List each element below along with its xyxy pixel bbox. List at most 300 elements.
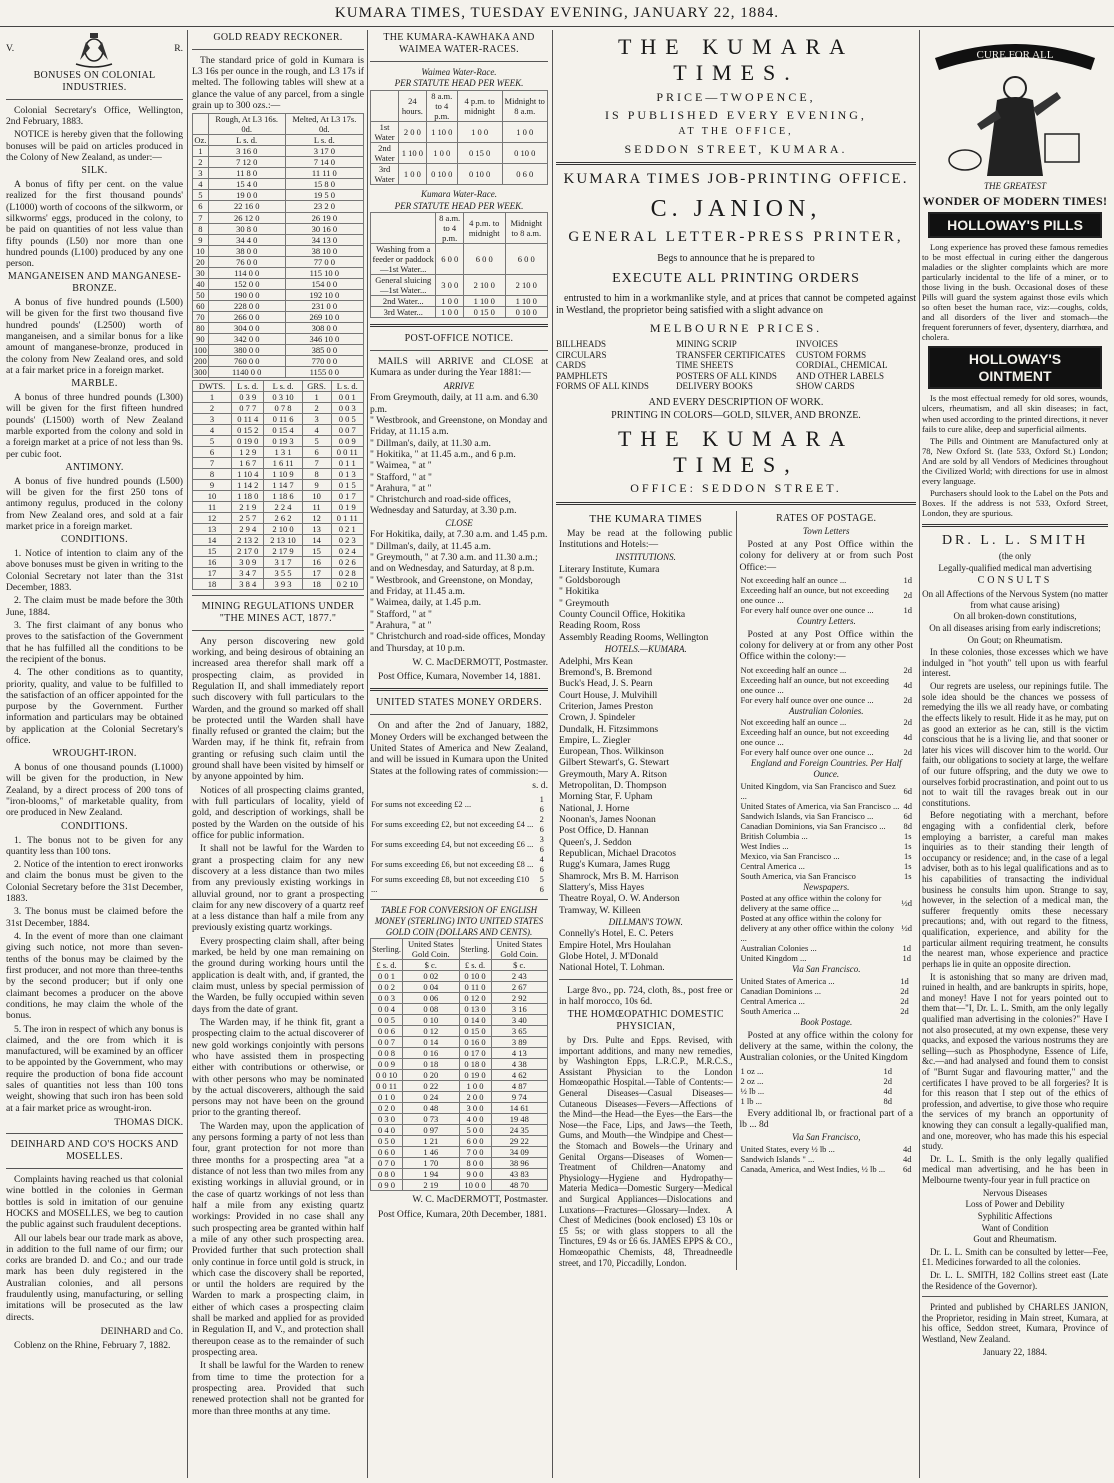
table-row — [193, 457, 364, 468]
hotels-list — [559, 656, 733, 916]
table-row — [371, 1070, 548, 1081]
col-header: L s. d. — [331, 380, 363, 391]
table-cell: 269 10 0 — [285, 311, 363, 322]
close-item: " Greymouth, " at 7.30 a.m. and 11.30 a.m.; and on Wednesday, and Saturday, at 8 p.m. — [370, 552, 538, 575]
country-intro: Posted at any Post Office within the colony for delivery at or from any other Post Office within the colony:— — [739, 628, 913, 663]
table-cell: 2 oz ... — [740, 1075, 764, 1086]
table-row — [193, 355, 364, 366]
table-row — [193, 402, 364, 413]
table-cell: 4 87 — [491, 1081, 547, 1092]
col-header: Melted, At L3 17s. 0d. — [285, 114, 363, 135]
table-cell: Canada, America, and West Indies, ½ lb ... — [740, 1163, 886, 1174]
table-row — [193, 157, 364, 168]
table-row — [740, 1164, 914, 1174]
col-header — [371, 213, 436, 244]
commission-rates — [370, 794, 548, 894]
table-cell: 0 10 — [403, 1015, 459, 1026]
money-orders-paragraph: On and after the 2nd of January, 1882, Money Orders will be exchanged between the United States of America and New Zealand, and will be issued in Kumara upon the United States at the following rates of commission:— — [370, 720, 548, 777]
table-cell: 2 0 0 — [459, 1092, 491, 1103]
postmaster-signature: W. C. MacDERMOTT, Postmaster. — [412, 1194, 548, 1206]
table-row — [740, 747, 914, 757]
hotel-item: Crown, J. Spindeler — [559, 712, 636, 724]
news-rates — [740, 893, 914, 963]
table-row — [371, 1136, 548, 1147]
table-row — [193, 344, 364, 355]
silk-heading: SILK. — [81, 165, 108, 177]
table-cell: 7 0 0 — [459, 1147, 491, 1158]
table-cell: 2d — [903, 589, 912, 600]
price-line: PRICE—TWOPENCE, — [656, 89, 816, 104]
table-cell: 0 0 7 — [371, 1037, 403, 1048]
col-header: DWTS. — [193, 380, 232, 391]
table-row — [371, 1125, 548, 1136]
table-row — [193, 435, 364, 446]
printing-items — [556, 339, 916, 392]
mining-paragraph: Any person discovering new gold working, and being desirous of obtaining an increased area therefor shall mark off a prospecting claim, as provided in Regulation II, and shall immediately report such discovery with full particulars to the Warden, and the ground so marked off shall be protected until the Warden shall have finally refused or granted the claim; but the Warden may, if he think fit, refrain from granting or refusing such claim until the ground shall have been visited by himself or by anyone appointed by him. — [192, 635, 364, 783]
hotel-item: Criterion, James Preston — [559, 700, 654, 712]
table-row — [193, 413, 364, 424]
table-cell: 190 0 0 — [208, 289, 285, 300]
book-rates — [740, 1066, 914, 1106]
table-row — [193, 267, 364, 278]
royal-arms-icon — [70, 30, 118, 68]
table-cell: 11 — [302, 501, 331, 512]
table-cell: 0 20 — [403, 1070, 459, 1081]
table-cell: 0 0 5 — [331, 413, 363, 424]
table-cell: 0 13 0 — [459, 1004, 491, 1015]
table-cell: Sandwich Islands, via San Francisco ... — [740, 810, 874, 821]
table-cell: 1 6 — [539, 794, 544, 815]
table-cell: 0 12 0 — [459, 993, 491, 1004]
table-cell: 1 0 0 — [426, 142, 457, 163]
table-row — [740, 1144, 914, 1154]
wonder-line: WONDER OF MODERN TIMES! — [922, 193, 1108, 208]
table-cell: 4 62 — [491, 1070, 547, 1081]
table-cell: 1 0 0 — [457, 121, 502, 142]
table-cell: For sums not exceeding £2 ... — [371, 799, 472, 810]
table-cell: 4d — [902, 1153, 912, 1164]
hotel-item: Empire, L. Ziegler — [559, 734, 631, 746]
table-cell: 2 5 7 — [232, 512, 264, 523]
money-orders-heading: UNITED STATES MONEY ORDERS. — [376, 697, 542, 709]
table-cell: 0 14 0 — [459, 1015, 491, 1026]
condition-item: 2. Notice of the intention to erect ironworks and claim the bonus must be given to the Colonial Secretary before the 31st December, 1883. — [6, 859, 183, 905]
table-cell: British Columbia ... — [740, 830, 808, 841]
table-cell: 1 10 9 — [264, 468, 302, 479]
table-cell: 1 10 0 — [505, 296, 547, 307]
street-line: SEDDON STREET, KUMARA. — [624, 142, 848, 157]
table-cell: 0 19 0 — [232, 435, 264, 446]
col-header: 8 a.m. to 4 p.m. — [426, 90, 457, 121]
table-cell: 3 0 0 — [436, 275, 463, 296]
table-cell: For every half ounce over one ounce ... — [740, 605, 874, 616]
table-cell: 4 0 0 — [459, 1114, 491, 1125]
condition-item: 1. The bonus not to be given for any quantity less than 100 tons. — [6, 834, 183, 857]
consult-item: On Gout; on Rheumatism. — [967, 634, 1063, 645]
table-cell: 0 0 8 — [371, 1048, 403, 1059]
consults-heading: CONSULTS — [977, 575, 1053, 587]
table-cell: Exceeding half an ounce, but not exceeding one ounce ... — [740, 674, 889, 695]
table-cell: 1 10 0 — [463, 296, 505, 307]
table-row — [193, 556, 364, 567]
arrive-item: " Stafford, " at " — [370, 471, 432, 483]
pills-paragraph: Long experience has proved these famous remedies to be most effectual in curing either the dangerous maladies or the slighter complaints which are more particularly incidental to the life of a miner, or to those living in the bush. Occasional doses of these Pills will guard the system against those evils which so often beset the human race, viz:—coughs, colds, and all disorders of the liver and stomach—the frequent forerunners of fever, dysentery, diarrhœa, and cholera. — [922, 242, 1108, 343]
table-cell: 192 10 0 — [285, 289, 363, 300]
table-cell: 1 18 0 — [232, 490, 264, 501]
column-rule — [552, 30, 553, 1478]
table-cell: Washing from a feeder or paddock—1st Water... — [371, 244, 436, 275]
table-cell: 38 10 0 — [285, 245, 363, 256]
notice-paragraph: NOTICE is hereby given that the following bonuses will be paid on articles produced in the Colony of New Zealand, as under:— — [6, 129, 183, 163]
institution-item: County Council Office, Hokitika — [559, 609, 686, 621]
divider — [922, 1296, 1108, 1297]
table-cell: 8 — [193, 223, 209, 234]
institution-item: " Greymouth — [559, 597, 610, 609]
dillman-list — [559, 928, 733, 973]
table-cell: 0 1 9 — [331, 501, 363, 512]
table-cell: For sums exceeding £8, but not exceeding £10 ... — [371, 874, 530, 895]
condition-item: 5. The iron in respect of which any bonus is claimed, and the ore from which it is manufactured, will be examined by an officer to be appointed by the Government, who may require the production of bona fide account sales of quantities not less than 100 tons weight, showing that such iron has been sold at a fair market price as wrought-iron. — [6, 1023, 183, 1114]
condition-item: 3. The first claimant of any bonus who proves to the satisfaction of the Government that he has fulfilled all the conditions to be the recipient of the bonus. — [6, 619, 183, 665]
table-row — [740, 575, 914, 585]
table-cell: 1 lb ... — [740, 1095, 762, 1106]
divider — [6, 99, 183, 100]
paper-title-2: THE KUMARA TIMES, — [617, 425, 855, 477]
waimea-table — [370, 90, 548, 185]
table-row — [370, 854, 548, 874]
hotel-item: Republican, Michael Dracotos — [559, 847, 676, 859]
kumara-water-rows — [371, 244, 548, 318]
table-cell: 30 — [193, 267, 209, 278]
table-row — [371, 993, 548, 1004]
conversion-rows — [371, 971, 548, 1191]
table-cell: 2 6 2 — [264, 512, 302, 523]
table-cell: 14 61 — [491, 1103, 547, 1114]
table-cell: 6 0 0 — [463, 244, 505, 275]
royal-seal-row — [6, 30, 183, 68]
table-cell: 1 10 4 — [232, 468, 264, 479]
table-row — [740, 1066, 914, 1076]
table-cell: 0 1 0 — [371, 1092, 403, 1103]
hotel-item: Theatre Royal, O. W. Anderson — [559, 893, 680, 905]
masthead: KUMARA TIMES, TUESDAY EVENING, JANUARY 22, 1884. — [0, 0, 1114, 27]
table-cell: 12 — [302, 512, 331, 523]
table-cell: 48 70 — [491, 1180, 547, 1191]
divider — [922, 524, 1108, 527]
table-row — [740, 976, 914, 986]
table-cell: 1s — [903, 870, 912, 881]
table-cell: 3 6 — [539, 834, 544, 855]
table-row — [371, 1147, 548, 1158]
table-cell: 2d — [903, 717, 912, 728]
printing-item: MINING SCRIP — [676, 338, 737, 349]
table-cell: ½ lb ... — [740, 1085, 765, 1096]
table-cell: 6 — [193, 201, 209, 212]
mining-regulations-heading: MINING REGULATIONS UNDER "THE MINES ACT, 1877." — [201, 601, 355, 624]
table-cell: 6 0 0 — [436, 244, 463, 275]
table-cell: 76 0 0 — [208, 256, 285, 267]
table-cell: 0 3 0 — [371, 1114, 403, 1125]
table-cell: 2 — [302, 402, 331, 413]
table-cell: 0 1 1 — [331, 457, 363, 468]
marble-paragraph: A bonus of three hundred pounds (L300) will be given for the first fifteen hundred pounds' (L1500) worth of New Zealand marble exported from the colony and sold in a foreign market at a price of not less than 9s. per cubic foot. — [6, 392, 183, 460]
waimea-heading: Waimea Water-Race. — [421, 66, 497, 77]
table-cell: 0 3 10 — [264, 391, 302, 402]
table-row — [371, 1026, 548, 1037]
hygeia-figure-icon — [925, 30, 1105, 180]
gold-intro: The standard price of gold in Kumara is L3 16s per ounce in the rough, and L3 17s if melted. The following tables will shew at a glance the value of any parcel, from a single grain up to 300 ozs.:— — [192, 54, 364, 112]
divider — [556, 502, 916, 505]
col-header: £ s. d. — [459, 960, 491, 971]
table-row — [740, 1096, 914, 1106]
table-cell: For every half ounce over one ounce ... — [740, 747, 874, 758]
hotels-heading: HOTELS.—KUMARA. — [604, 644, 687, 655]
table-cell: 2nd Water — [371, 142, 399, 163]
divider — [6, 1168, 183, 1169]
table-cell: 6 0 0 — [459, 1136, 491, 1147]
table-cell: 1 2 9 — [232, 446, 264, 457]
colors-line: PRINTING IN COLORS—GOLD, SILVER, AND BRONZE. — [611, 409, 861, 421]
melbourne-prices: MELBOURNE PRICES. — [649, 320, 823, 335]
table-cell: 1 21 — [403, 1136, 459, 1147]
divider — [559, 979, 733, 980]
table-cell: 0 2 3 — [331, 534, 363, 545]
table-cell: 2 1 9 — [232, 501, 264, 512]
table-cell: 0 6 0 — [502, 163, 548, 184]
condition-item: 1. Notice of intention to claim any of the above bonuses must be given in writing to the Colonial Secretary not later than the 31st December, 1883. — [6, 548, 183, 593]
seal-left-text: V. — [6, 43, 15, 55]
table-cell: 0 14 — [403, 1037, 459, 1048]
table-cell: 0 0 4 — [371, 1004, 403, 1015]
table-cell: 2 19 — [403, 1180, 459, 1191]
hotel-item: Metropolitan, D. Thompson — [559, 780, 667, 792]
table-cell: Canadian Dominions ... — [740, 986, 822, 997]
table-cell: 16 — [302, 556, 331, 567]
printing-item: INVOICES — [796, 338, 838, 349]
table-cell: 17 — [302, 568, 331, 579]
table-cell: 0 15 0 — [463, 307, 505, 318]
manganese-paragraph: A bonus of five hundred pounds (L500) will be given for the first two thousand five hundred pounds' (L2500) worth of manganeisen, and a similar bonus for a like amount of manganese-bronze, produced in the colony from New Zealand ores, and sold at a fair market price in a foreign market. — [6, 297, 183, 376]
table-cell: 1 3 1 — [264, 446, 302, 457]
table-cell: 0 1 7 — [331, 490, 363, 501]
table-cell: 1s — [903, 830, 912, 841]
col-header: 24 hours. — [399, 90, 427, 121]
table-row — [740, 1076, 914, 1086]
table-row — [371, 1081, 548, 1092]
column-bonuses — [6, 30, 183, 1478]
table-row — [193, 223, 364, 234]
table-cell: 80 — [193, 322, 209, 333]
col-header: £ s. d. — [371, 960, 403, 971]
read-heading: THE KUMARA TIMES — [589, 512, 703, 525]
table-cell: 9 — [302, 479, 331, 490]
table-row — [193, 468, 364, 479]
table-cell: For every half ounce over one ounce ... — [740, 694, 874, 705]
table-cell: 10 — [193, 245, 209, 256]
table-row — [371, 1103, 548, 1114]
condition-item: 3. The bonus must be claimed before the 31st December, 1884. — [6, 906, 183, 929]
table-cell: 0 0 2 — [371, 982, 403, 993]
table-cell: 0 18 — [403, 1059, 459, 1070]
reading-column — [556, 511, 737, 1271]
table-cell: 2 9 4 — [232, 523, 264, 534]
table-cell: 9 0 0 — [459, 1169, 491, 1180]
printing-item: SHOW CARDS — [796, 381, 855, 392]
table-cell: 152 0 0 — [208, 278, 285, 289]
col-header: L s. d. — [232, 380, 264, 391]
arrive-item: " Arahura, " at " — [370, 482, 432, 494]
table-cell: 30 8 0 — [208, 223, 285, 234]
table-cell: 2d — [883, 1075, 893, 1086]
items-column — [796, 339, 916, 392]
hotel-item: Rugg's Kumara, James Rugg — [559, 859, 670, 871]
table-cell: 2 13 10 — [264, 534, 302, 545]
table-row — [740, 1154, 914, 1164]
table-cell: 346 10 0 — [285, 333, 363, 344]
wrought-iron-heading: WROUGHT-IRON. — [52, 748, 137, 760]
items-column — [556, 339, 676, 392]
table-cell: 38 0 0 — [208, 245, 285, 256]
viasf-rates — [740, 976, 914, 1016]
printing-item: CIRCULARS — [556, 349, 607, 360]
table-cell: 3 4 7 — [232, 568, 264, 579]
book-extra: Every additional lb, or fractional part of a lb ... 8d — [739, 1107, 913, 1130]
country-rates — [740, 665, 914, 705]
hotel-item: Dundalk, H. Fitzsimmons — [559, 723, 659, 735]
table-cell: 1 6 7 — [232, 457, 264, 468]
table-row — [740, 585, 914, 605]
table-cell: Mexico, via San Francisco ... — [740, 850, 840, 861]
table-cell: United States, every ½ lb ... — [740, 1143, 835, 1154]
table-cell: 1d — [902, 943, 911, 954]
table-cell: 2 92 — [491, 993, 547, 1004]
table-row — [740, 893, 914, 913]
table-cell: 0 73 — [403, 1114, 459, 1125]
marble-heading: MARBLE. — [71, 378, 118, 390]
table-cell: 1s — [903, 850, 912, 861]
table-cell: 10 — [302, 490, 331, 501]
table-row — [740, 675, 914, 695]
imprint-date: January 22, 1884. — [983, 1346, 1047, 1357]
table-cell: 0 2 6 — [331, 556, 363, 567]
table-cell: 308 0 0 — [285, 322, 363, 333]
table-row — [193, 391, 364, 402]
table-cell: United States of America ... — [740, 976, 835, 987]
table-cell: General sluicing—1st Water... — [371, 275, 436, 296]
hocks-paragraph: Complaints having reached us that colonial wine bottled in the colonies in German bottles is sold in imitation of our genuine HOCKS and MOSELLES, we beg to caution the public against such fraudulent deceptions. — [6, 1173, 183, 1231]
table-cell: 2 10 0 — [505, 275, 547, 296]
table-cell: For sums exceeding £6, but not exceeding £8 ... — [371, 859, 534, 870]
table-row — [193, 568, 364, 579]
institution-item: " Hokitika — [559, 586, 599, 598]
table-row — [370, 834, 548, 854]
silk-paragraph: A bonus of fifty per cent. on the value realized for the first thousand pounds' (L1000) worth of cocoons of the silkworm, or silkworms' eggs, produced in the colony, to be paid on quantities of not less value than fifty pounds (L50) nor more than one hundred pounds (L100) produced by any one person. — [6, 178, 183, 270]
table-cell: 3 89 — [491, 1037, 547, 1048]
table-row — [371, 142, 548, 163]
table-cell: 0 0 3 — [331, 402, 363, 413]
table-cell: 2 0 0 — [399, 121, 427, 142]
table-cell: 0 3 9 — [232, 391, 264, 402]
table-cell: Sandwich Islands " ... — [740, 1153, 815, 1164]
table-cell: 3 16 0 — [208, 146, 285, 157]
arrive-item: " Dillman's, daily, at 11.30 a.m. — [370, 437, 491, 449]
hotel-item: Globe Hotel, J. M'Donald — [559, 951, 658, 963]
town-intro: Posted at any Post Office within the colony for delivery at or from such Post Office:— — [739, 539, 913, 573]
table-cell: 14 — [193, 534, 232, 545]
office-line: Colonial Secretary's Office, Wellington, 2nd February, 1883. — [6, 104, 183, 127]
table-cell: 0 7 8 — [264, 402, 302, 413]
table-cell: 8d — [903, 820, 912, 831]
treatment-item: Want of Condition — [981, 1222, 1049, 1233]
table-cell: 22 16 0 — [208, 201, 285, 212]
table-cell: 3rd Water — [371, 163, 399, 184]
table-cell: 0 15 0 — [459, 1026, 491, 1037]
table-cell: 0 11 4 — [232, 413, 264, 424]
table-cell: 60 — [193, 300, 209, 311]
table-cell: 2 — [193, 402, 232, 413]
col-header: $ c. — [491, 960, 547, 971]
hotel-item: Greymouth, Mary A. Ritson — [559, 768, 667, 780]
divider — [192, 49, 364, 50]
table-cell: 29 22 — [491, 1136, 547, 1147]
arrive-heading: ARRIVE — [443, 380, 475, 391]
mining-paragraph: It shall be lawful for the Warden to renew from time to time the protection for a prospecting area. Provided that such renewed protection shall not be granted for more than three months at any time. — [192, 1360, 364, 1417]
col-header: 4 p.m. to midnight — [457, 90, 502, 121]
hotel-item: Noonan's, James Noonan — [559, 814, 656, 825]
table-cell: 1 0 0 — [436, 296, 463, 307]
table-cell: 17 — [193, 568, 232, 579]
table-cell: Not exceeding half an ounce ... — [740, 574, 847, 585]
hotel-item: Shamrock, Mrs B. M. Harrison — [559, 870, 679, 882]
table-cell: 228 0 0 — [208, 300, 285, 311]
table-cell: 0 10 0 — [502, 142, 548, 163]
table-cell: 0 2 8 — [331, 568, 363, 579]
col-header: $ c. — [403, 960, 459, 971]
table-cell: 1d — [883, 1065, 893, 1076]
table-cell: 0 2 10 — [331, 579, 363, 590]
table-cell: 0 97 — [403, 1125, 459, 1136]
table-row — [740, 821, 914, 831]
table-cell: 200 — [194, 355, 207, 366]
hocks-paragraph: All our labels bear our trade mark as above, in addition to the full name of our firm; our corks are branded D. and Co.; and our trade mark has been duly registered in the Australian colonies, and all persons fraudulently using, manufacturing, or selling imitations will be prosecuted as the law directs. — [6, 1232, 183, 1323]
table-cell: 2d — [900, 996, 909, 1007]
table-cell: 38 96 — [491, 1158, 547, 1169]
divider — [370, 714, 548, 715]
table-cell: 6 — [302, 446, 331, 457]
table-cell: 20 — [193, 256, 209, 267]
table-row — [370, 874, 548, 894]
table-cell: 114 0 0 — [208, 267, 285, 278]
table-cell: 23 2 0 — [285, 201, 363, 212]
country-heading: Country Letters. — [796, 616, 856, 627]
printing-item: PAMPHLETS — [556, 370, 608, 381]
table-cell: 13 — [302, 523, 331, 534]
table-row — [740, 1006, 914, 1016]
mining-paragraph: Every prospecting claim shall, after being marked, be held by one man remaining on the ground during working hours until the application is dealt with, and, if granted, the claim must, unless by special permission of the Warden, be fully occupied within seven days from the date of grant. — [192, 935, 364, 1015]
printing-item: TIME SHEETS — [676, 360, 734, 371]
table-cell: 3 9 3 — [264, 579, 302, 590]
aus-heading: Australian Colonies. — [788, 705, 864, 716]
table-cell: 154 0 0 — [285, 278, 363, 289]
town-rates — [740, 575, 914, 615]
smith-paragraph: It is astonishing that so many are driven mad, ruined in health, and are bankrupts in spirits, hope, and money! Have I not for years pointed out to them that—"I, Dr. L. L. Smith, am the only legally qualified man advertising in the colonies?" Have I not also prosecuted, at my own expense, these very quacks, and exposed the various nostrums they are selling—such as Phosphodyne, Essence of Life, &c.—and had analysed and found them to consist of "Burnt Sugar and flavouring matter," and the certificates I have proved to be all forgeries? It is for this reason that I step out of the ethics of profession, and advertise, to give those who require the services of my branch an opportunity of knowing they can consult a legally-qualified man, and one, moreover, who has made this his especial study. — [922, 971, 1108, 1152]
table-cell: 4d — [903, 679, 912, 690]
condition-item: 2. The claim must be made before the 30th June, 1884. — [6, 595, 183, 618]
table-cell: 760 0 0 — [208, 355, 285, 366]
table-row — [193, 333, 364, 344]
table-cell: 4 6 — [539, 854, 544, 875]
table-cell: 7 12 0 — [208, 157, 285, 168]
